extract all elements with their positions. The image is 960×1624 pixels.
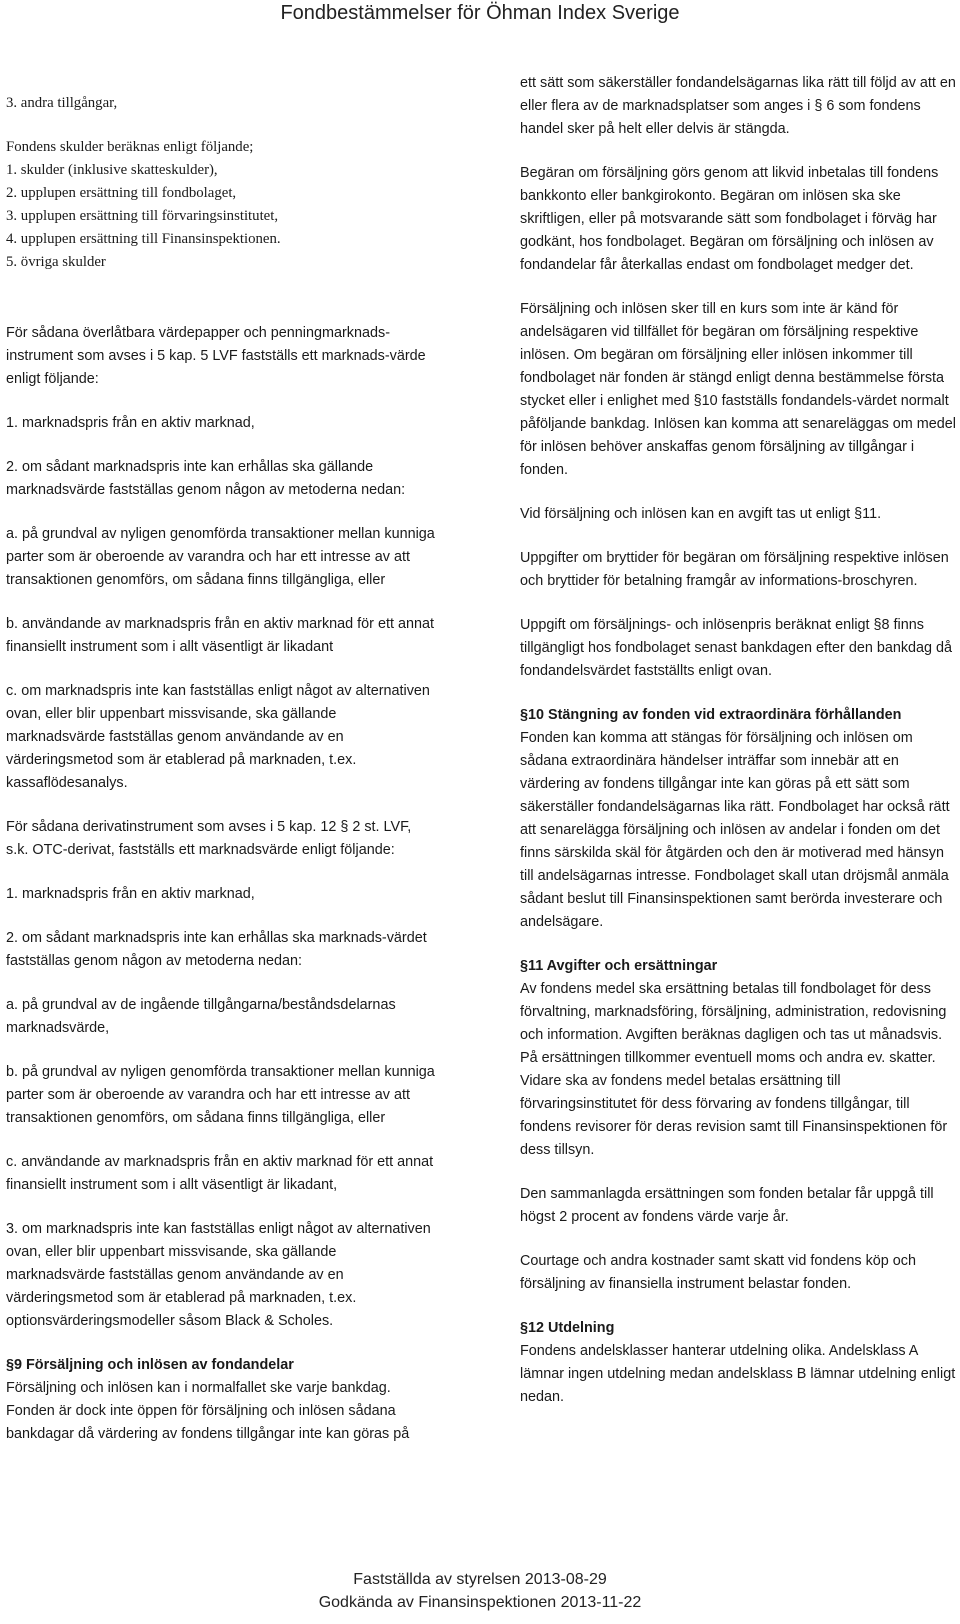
assets-item-3: 3. andra tillgångar, [6, 95, 118, 111]
section-9-continued: ett sätt som säkerställer fondandelsägarnas lika rätt till följd av att en eller flera av de marknadsplatser som anges i § 6 som fondens handel sker på helt eller delvis är stängda. [520, 75, 956, 137]
right-column [520, 72, 960, 1409]
section-11 [520, 955, 960, 1162]
debts-list [6, 136, 436, 274]
transfer-method-b: b. användande av marknadspris från en aktiv marknad för ett annat finansiellt instrument som i allt väsentligt är likadant [6, 616, 434, 655]
page-header: Fondbestämmelser för Öhman Index Sverige [280, 2, 680, 24]
page-footer [0, 1568, 960, 1614]
derivative-method-b: b. på grundval av nyligen genomförda transaktioner mellan kunniga parter som är oberoende av varandra och har ett intresse av att transaktionen genomförs, om sådana finns tillgängliga, eller [6, 1064, 435, 1126]
debt-item: 4. upplupen ersättning till Finansinspektionen. [6, 231, 281, 247]
derivative-method-c: c. användande av marknadspris från en aktiv marknad för ett annat finansiellt instrument som i allt väsentligt är likadant, [6, 1154, 434, 1193]
transfer-method-1: 1. marknadspris från en aktiv marknad, [6, 415, 255, 431]
transfer-method-2: 2. om sådant marknadspris inte kan erhållas ska gällande marknadsvärde fastställas genom någon av metoderna nedan: [6, 459, 406, 498]
section-10 [520, 704, 960, 934]
debts-intro: Fondens skulder beräknas enligt följande; [6, 139, 254, 155]
price-info-paragraph: Uppgift om försäljnings- och inlösenpris beräknat enligt §8 finns tillgängligt hos fondbolaget senast bankdagen efter den bankdag då fondandelsvärdet fastställts enligt ovan. [520, 617, 953, 679]
section-9 [6, 1354, 436, 1446]
section-11-text: Av fondens medel ska ersättning betalas till fondbolaget för dess förvaltning, marknadsföring, försäljning, administration, redovisning och information. Avgiften beräknas dagligen och tas ut månadsvis. På ersättningen tillkommer eventuell moms och andra ev. skatter. Vidare ska av fondens medel betalas ersättning till förvaringsinstitutet för dess förvaring av fondens tillgångar, till fondens revisorer för deras revision samt till Finansinspektionen för dess tillsyn. [520, 981, 948, 1158]
section-12 [520, 1317, 960, 1409]
section-11-courtage: Courtage och andra kostnader samt skatt vid fondens köp och försäljning av finansiella instrument belastar fonden. [520, 1253, 916, 1292]
derivative-method-2: 2. om sådant marknadspris inte kan erhållas ska marknads-värdet fastställas genom någon av metoderna nedan: [6, 930, 427, 969]
derivative-method-1: 1. marknadspris från en aktiv marknad, [6, 886, 255, 902]
left-column [6, 92, 436, 1446]
derivative-method-3: 3. om marknadspris inte kan fastställas enligt något av alternativen ovan, eller blir uppenbart missvisande, ska gällande marknadsvärde fastställas genom användande av en värderingsmetod som är etablerad på marknaden, t.ex. optionsvärderingsmodeller såsom Black & Scholes. [6, 1221, 431, 1329]
section-9-text: Försäljning och inlösen kan i normalfallet ske varje bankdag. Fonden är dock inte öppen för försäljning och inlösen sådana bankdagar då värdering av fondens tillgångar inte kan göras på [6, 1380, 410, 1442]
footer-approved: Godkända av Finansinspektionen 2013-11-22 [318, 1594, 642, 1611]
section-12-heading: §12 Utdelning [520, 1320, 615, 1336]
cutoff-paragraph: Uppgifter om bryttider för begäran om försäljning respektive inlösen och bryttider för betalning framgår av informations-broschyren. [520, 550, 949, 589]
pricing-paragraph: Försäljning och inlösen sker till en kurs som inte är känd för andelsägaren vid tillfället för begäran om försäljning respektive inlösen. Om begäran om försäljning eller inlösen inkommer till fondbolaget när fonden är stängd enligt denna bestämmelse första stycket eller i enlighet med §10 fastställs fondandels-värdet normalt påföljande bankdag. Inlösen kan komma att senareläggas om medel för inlösen behöver anskaffas genom försäljning av tillgångar i fonden. [520, 301, 956, 478]
derivative-intro: För sådana derivatinstrument som avses i 5 kap. 12 § 2 st. LVF, s.k. OTC-derivat, fastställs ett marknadsvärde enligt följande: [6, 819, 412, 858]
footer-adopted: Fastställda av styrelsen 2013-08-29 [353, 1571, 607, 1588]
debt-item: 2. upplupen ersättning till fondbolaget, [6, 185, 237, 201]
section-10-heading: §10 Stängning av fonden vid extraordinära förhållanden [520, 707, 902, 723]
section-12-text: Fondens andelsklasser hanterar utdelning olika. Andelsklass A lämnar ingen utdelning medan andelsklass B lämnar utdelning enligt nedan. [520, 1343, 956, 1405]
fee-paragraph: Vid försäljning och inlösen kan en avgift tas ut enligt §11. [520, 506, 882, 522]
section-10-text: Fonden kan komma att stängas för försäljning och inlösen om sådana extraordinära händelser inträffar som innebär att en värdering av fondens tillgångar inte kan göras på ett sätt som säkerställer fondandelsägarnas lika rätt. Fondbolaget har också rätt att senarelägga försäljning och inlösen av andelar i fonden om det finns särskilda skäl för åtgärden och den är motiverad med hänsyn till andelsägarnas intresse. Fondbolaget skall utan dröjsmål anmäla sådant beslut till Finansinspektionen samt berörda investerare och andelsägare. [520, 730, 950, 930]
section-11-max-fee: Den sammanlagda ersättningen som fonden betalar får uppgå till högst 2 procent av fondens värde varje år. [520, 1186, 934, 1225]
debt-item: 3. upplupen ersättning till förvaringsinstitutet, [6, 208, 279, 224]
section-9-heading: §9 Försäljning och inlösen av fondandelar [6, 1357, 294, 1373]
derivative-method-a: a. på grundval av de ingående tillgångarna/beståndsdelarnas marknadsvärde, [6, 997, 396, 1036]
debt-item: 1. skulder (inklusive skatteskulder), [6, 162, 218, 178]
transfer-method-a: a. på grundval av nyligen genomförda transaktioner mellan kunniga parter som är oberoende av varandra och har ett intresse av att transaktionen genomförs, om sådana finns tillgängliga, eller [6, 526, 435, 588]
section-11-heading: §11 Avgifter och ersättningar [520, 958, 718, 974]
debt-item: 5. övriga skulder [6, 254, 106, 270]
transfer-intro: För sådana överlåtbara värdepapper och penningmarknads-instrument som avses i 5 kap. 5 LVF fastställs ett marknads-värde enligt följande: [6, 325, 426, 387]
transfer-method-c: c. om marknadspris inte kan fastställas enligt något av alternativen ovan, eller blir uppenbart missvisande, ska gällande marknadsvärde fastställas genom användande av en värderingsmetod som är etablerad på marknaden, t.ex. kassaflödesanalys. [6, 683, 430, 791]
sale-request-paragraph: Begäran om försäljning görs genom att likvid inbetalas till fondens bankkonto eller bankgirokonto. Begäran om inlösen ska ske skriftligen, eller på motsvarande sätt som fondbolaget i förväg har godkänt, hos fondbolaget. Begäran om försäljning och inlösen av fondandelar får återkallas endast om fondbolaget medger det. [520, 165, 939, 273]
